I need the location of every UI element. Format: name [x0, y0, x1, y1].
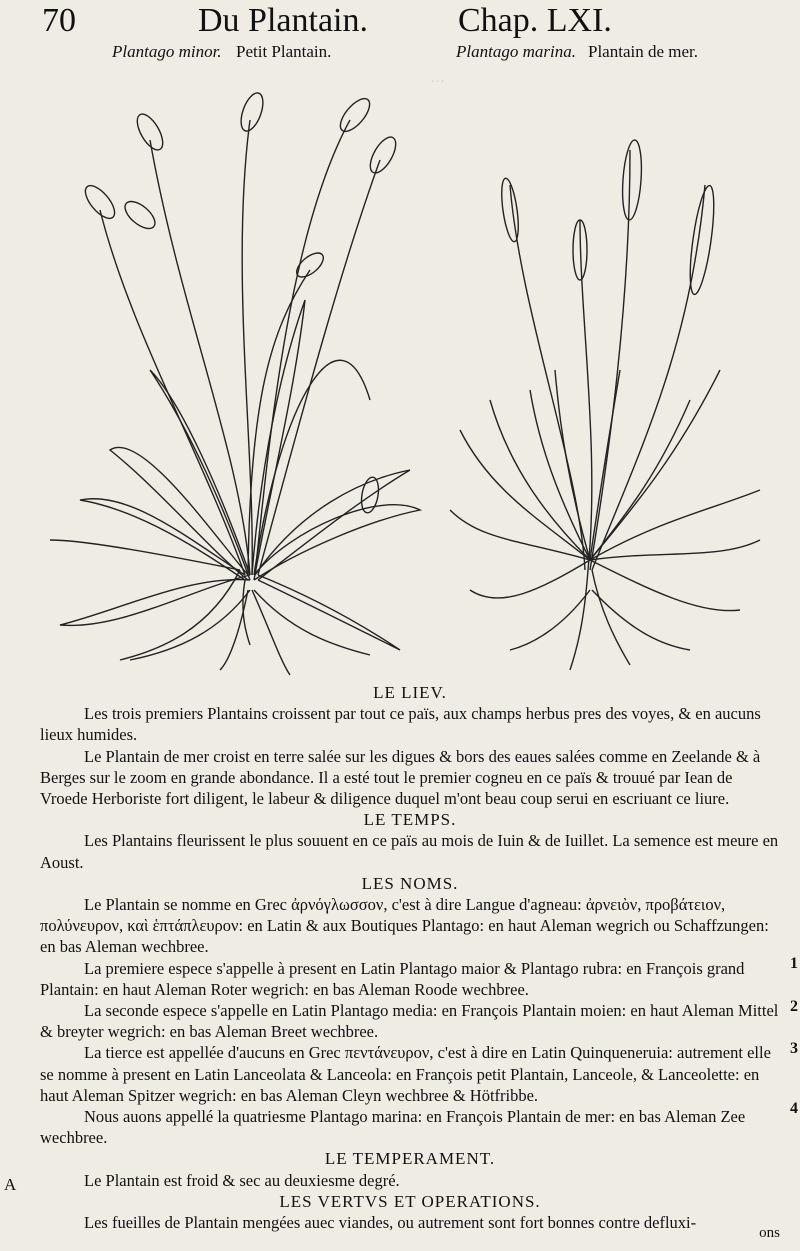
margin-note-a: A [4, 1175, 17, 1194]
paragraph-noms-5: Nous auons appellé la quatriesme Plantago marina: en François Plantain de mer: en bas Aleman Zee wechbree. [40, 1107, 746, 1148]
section-heading-lieu: LE LIEV. [373, 683, 447, 702]
caption-right-french: Plantain de mer. [588, 42, 699, 61]
running-header [0, 2, 800, 42]
paragraph-noms-3: La seconde espece s'appelle en Latin Plantago media: en François Plantain moien: en haut Aleman Mittel & breyter wegrich: en bas Aleman Breet wechbree. [40, 1001, 779, 1042]
paragraph-vertus-1: Les fueilles de Plantain mengées auec viandes, ou autrement sont fort bonnes contre defluxi- [84, 1213, 697, 1233]
paragraph-noms-1: Le Plantain se nomme en Grec ἀρνόγλωσσον, c'est à dire Langue d'agneau: ἀρνειὸν, προβάτειον, πολύνευρον, καὶ ἑπτάπλευρον: en Latin & aux Boutiques Plantago: en haut Aleman wegrich ou Schaffzungen: en bas Aleman wechbree. [40, 895, 769, 957]
margin-number-3: 3 [790, 1040, 798, 1057]
plantago-minor-figure [50, 90, 420, 675]
paragraph-temps-1: Les Plantains fleurissent le plus souuent en ce païs au mois de Iuin & de Iuillet. La semence est meure en Aoust. [40, 831, 779, 872]
page-title: Du Plantain. [198, 2, 368, 39]
section-heading-vertus: LES VERTVS ET OPERATIONS. [279, 1191, 541, 1211]
catchword: ons [759, 1225, 780, 1241]
paragraph-lieu-2: Le Plantain de mer croist en terre salée sur les digues & bors des eaues salées comme en Zeelande & à Berges sur le zoom en grande abondance. Il a esté tout le premier cogneu en ce païs & trouué par Iean de Vroede Herboriste fort diligent, le labeur & diligence duquel m'ont beau coup serui en escriuant ce liure. [40, 746, 761, 809]
paragraph-temperament-1: Le Plantain est froid & sec au deuxiesme degré. [84, 1170, 400, 1190]
caption-left-french: Petit Plantain. [236, 42, 332, 61]
margin-number-2: 2 [790, 998, 798, 1015]
woodcut-illustrations [40, 70, 780, 680]
plantain-woodcut [40, 70, 780, 680]
section-heading-noms: LES NOMS. [361, 873, 459, 893]
paragraph-noms-4: La tierce est appellée d'aucuns en Grec πεντάνευρον, c'est à dire en Latin Quinqueneruia: autrement elle se nomme à present en Latin Lanceolata & Lanceola: en François petit Plantain, Lanceole, & Lanceolette: en haut Aleman Spitzer wegrich: en bas Aleman Cleyn wechbree & Hötfribbe. [40, 1043, 771, 1105]
page-number: 70 [42, 2, 76, 39]
section-heading-temperament: LE TEMPERAMENT. [324, 1149, 496, 1169]
caption-left-latin: Plantago minor. [112, 42, 222, 61]
paragraph-noms-2: La premiere espece s'appelle à present en Latin Plantago maior & Plantago rubra: en François grand Plantain: en haut Aleman Roter wegrich: en bas Aleman Roode wechbree. [40, 958, 745, 999]
figure-captions [0, 42, 800, 66]
margin-number-1: 1 [790, 955, 798, 972]
margin-number-4: 4 [790, 1100, 798, 1117]
body-text [40, 682, 780, 1233]
chapter-title: Chap. LXI. [458, 2, 612, 39]
plantago-marina-figure [450, 139, 760, 670]
paragraph-lieu-1: Les trois premiers Plantains croissent par tout ce païs, aux champs herbus pres des voyes, & en aucuns lieux humides. [40, 704, 761, 745]
section-heading-temps: LE TEMPS. [363, 810, 457, 830]
caption-right-latin: Plantago marina. [456, 42, 576, 61]
show-through-text: … [430, 70, 445, 86]
